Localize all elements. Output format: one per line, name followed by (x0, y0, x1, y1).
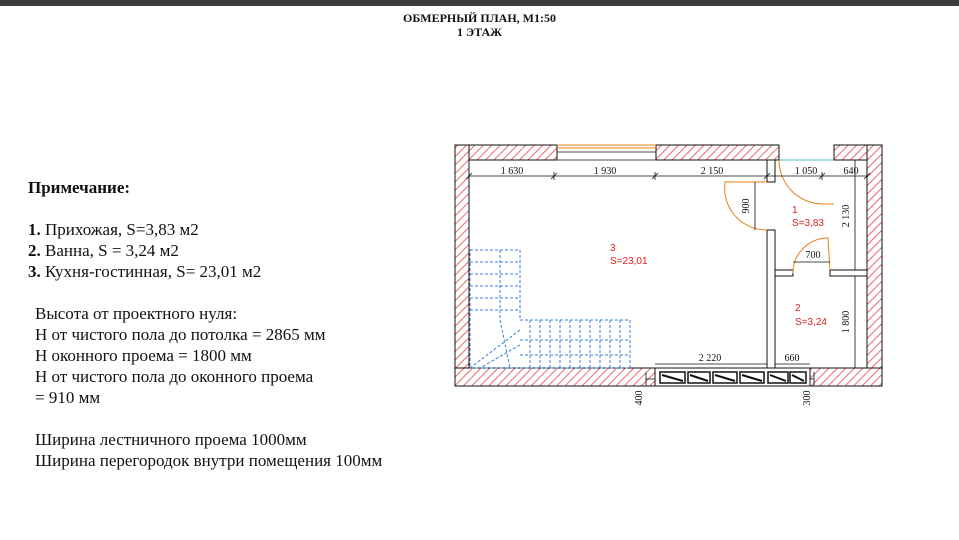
room-labels (610, 205, 827, 328)
wall-bottom-right (810, 368, 882, 386)
room-number: 3. (28, 262, 41, 281)
height-line: Н оконного проема = 1800 мм (35, 346, 252, 365)
width-line: Ширина перегородок внутри помещения 100мм (35, 451, 383, 470)
partitions (767, 160, 867, 368)
partition-h-right (830, 270, 867, 276)
width-line: Ширина лестничного проема 1000мм (35, 430, 307, 449)
dim-top-5: 640 (843, 166, 859, 177)
dim-bottom-660: 660 (784, 353, 800, 364)
room-text: Ванна, S = 3,24 м2 (40, 241, 179, 260)
outer-walls (455, 145, 882, 386)
dimension-lines (466, 160, 870, 368)
room-number: 1. (28, 220, 41, 239)
dim-bottom-2220: 2 220 (698, 353, 722, 364)
title-line-1: ОБМЕРНЫЙ ПЛАН, М1:50 (403, 11, 556, 25)
dim-niche-400: 400 (634, 390, 645, 406)
partition-h-left (775, 270, 793, 276)
dim-door-700: 700 (805, 250, 821, 261)
room-text: Прихожая, S=3,83 м2 (40, 220, 199, 239)
wall-bottom-left (455, 368, 655, 386)
room-2-area: S=3,24 (795, 317, 827, 328)
wall-right (867, 145, 882, 386)
dim-top-4: 1 050 (794, 166, 818, 177)
dim-right-2130: 2 130 (841, 204, 852, 228)
height-line: Н от чистого пола до потолка = 2865 мм (35, 325, 326, 344)
room-3-number: 3 (610, 243, 616, 254)
height-line: Н от чистого пола до оконного проема (35, 367, 314, 386)
bottom-niche (646, 368, 814, 386)
height-line: = 910 мм (35, 388, 101, 407)
wall-left (455, 145, 469, 386)
room-1-number: 1 (792, 205, 798, 216)
room-3-area: S=23,01 (610, 256, 648, 267)
dim-top-2: 1 930 (593, 166, 617, 177)
wall-top-left (455, 145, 557, 160)
room-2-number: 2 (795, 303, 801, 314)
dim-niche-300: 300 (802, 390, 813, 406)
wall-top-mid (656, 145, 779, 160)
dim-right-1800: 1 800 (841, 310, 852, 334)
room-number: 2. (28, 241, 41, 260)
partition-vertical (767, 230, 775, 368)
partition-upper (767, 160, 775, 182)
dim-top-3: 2 150 (700, 166, 724, 177)
window-top (557, 145, 656, 160)
title-line-2: 1 ЭТАЖ (456, 25, 503, 39)
room-text: Кухня-гостинная, S= 23,01 м2 (40, 262, 262, 281)
dim-top-1: 1 630 (500, 166, 524, 177)
room-1-area: S=3,83 (792, 218, 824, 229)
height-line: Высота от проектного нуля: (35, 304, 238, 323)
dim-door-900: 900 (741, 198, 752, 214)
stairs (470, 250, 630, 368)
notes-heading: Примечание: (28, 178, 131, 197)
